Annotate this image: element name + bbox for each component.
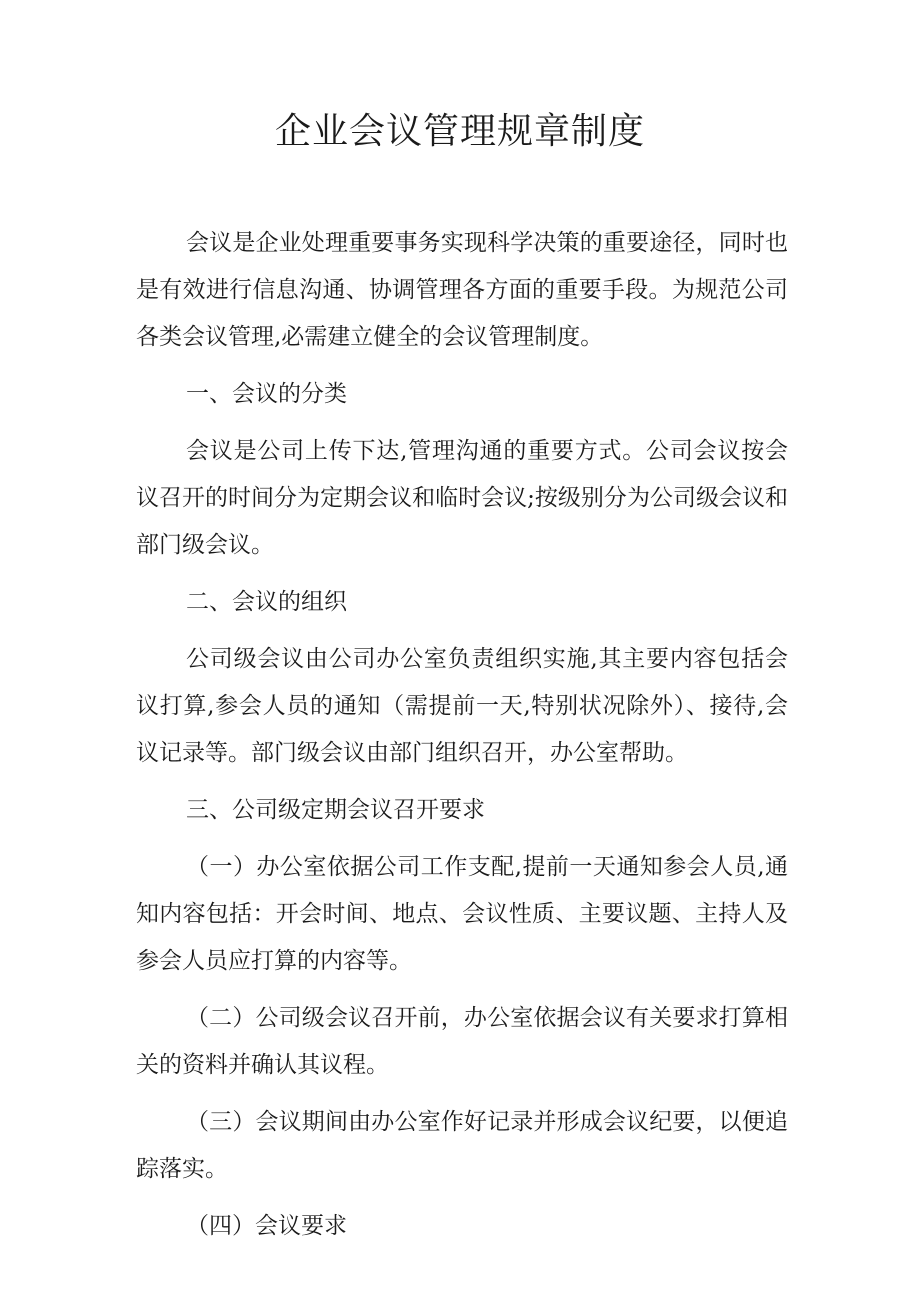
intro-paragraph: 会议是企业处理重要事务实现科学决策的重要途径，同时也是有效进行信息沟通、协调管理各方面的重要手段。为规范公司各类会议管理,必需建立健全的会议管理制度。: [136, 230, 788, 350]
requirement-item-3: （三）会议期间由办公室作好记录并形成会议纪要，以便追踪落实。: [136, 1109, 788, 1182]
section-heading-requirements: 三、公司级定期会议召开要求: [186, 797, 485, 823]
requirement-item-4: （四）会议要求: [186, 1213, 347, 1239]
section-heading-classification: 一、会议的分类: [186, 381, 347, 407]
organization-paragraph: 公司级会议由公司办公室负责组织实施,其主要内容包括会议打算,参会人员的通知（需提前一天,特别状况除外）、接待,会议记录等。部门级会议由部门组织召开，办公室帮助。: [136, 646, 788, 766]
section-heading-organization: 二、会议的组织: [186, 589, 347, 615]
requirement-item-2: （二）公司级会议召开前，办公室依据会议有关要求打算相关的资料并确认其议程。: [136, 1005, 788, 1078]
requirement-item-1: （一）办公室依据公司工作支配,提前一天通知参会人员,通知内容包括：开会时间、地点、会议性质、主要议题、主持人及参会人员应打算的内容等。: [136, 854, 788, 974]
document-title: 企业会议管理规章制度: [274, 111, 645, 152]
classification-paragraph: 会议是公司上传下达,管理沟通的重要方式。公司会议按会议召开的时间分为定期会议和临时会议;按级别分为公司级会议和部门级会议。: [136, 438, 788, 558]
document-body: [136, 220, 788, 1260]
